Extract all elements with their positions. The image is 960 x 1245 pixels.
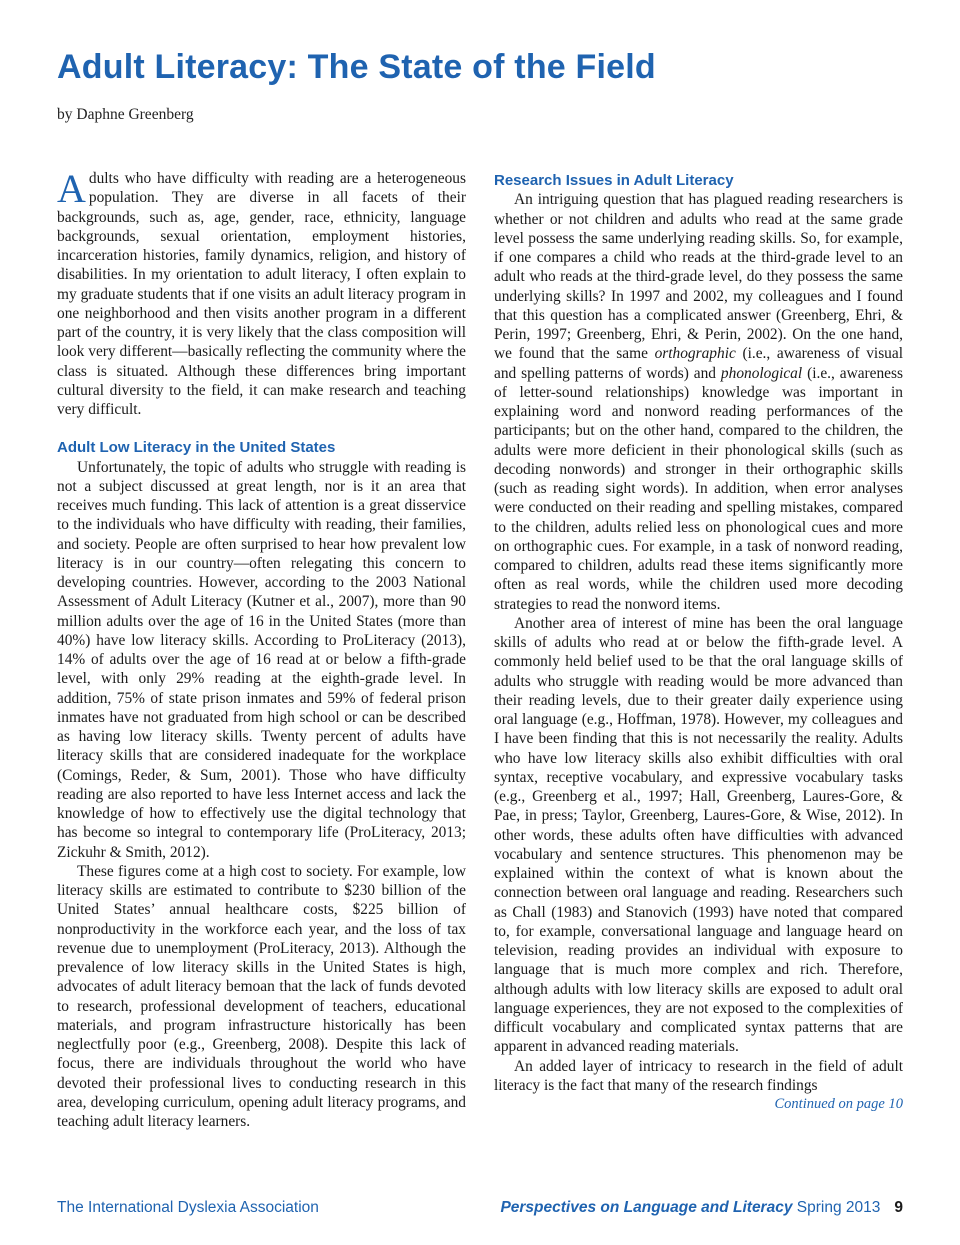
footer-organization: The International Dyslexia Association <box>57 1199 319 1216</box>
intro-paragraph <box>57 166 466 419</box>
section-heading-research-issues: Research Issues in Adult Literacy <box>494 172 734 189</box>
emphasis-phonological: phonological <box>720 364 803 382</box>
byline: by Daphne Greenberg <box>57 106 194 123</box>
paragraph-cost-to-society: These figures come at a high cost to society. For example, low literacy skills are estimated to contribute to $230 billion of the United States’ annual healthcare costs, $225 billion of nonproductivity in the workforce each year, and the loss of tax revenue due to unemployment (ProLiteracy, 2013). Although the prevalence of low literacy skills in the United States is high, advocates of adult literacy bemoan that the lack of funds devoted to research, professional development of teachers, educational materials, and program infrastructure historically has been neglectfully poor (e.g., Greenberg, 2008). Despite this lack of focus, there are individuals throughout the world who have devoted their professional lives to conducting research in this area, developing curriculum, opening adult literacy programs, and teaching adult literacy learners. <box>57 862 466 1130</box>
emphasis-orthographic: orthographic <box>654 345 736 363</box>
left-column <box>57 166 466 1131</box>
right-column <box>494 169 903 1114</box>
text-run: An intriguing question that has plagued reading researchers is whether or not children and adults who read at the same grade level possess the same underlying reading skills. So, for example, if one compares a child who reads at the third-grade level to an adult who reads at the third-grade level, do they possess the same underlying skills? In 1997 and 2002, my colleagues and I found that this question has a complicated answer (Greenberg, Ehri, & Perin, 1997; Greenberg, Ehri, & Perin, 2002). On the one hand, we found that the same <box>494 191 903 363</box>
footer-journal: Perspectives on Language and Literacy <box>500 1199 793 1216</box>
continued-link[interactable]: Continued on page 10 <box>774 1096 903 1112</box>
footer-publication <box>500 1199 903 1217</box>
paragraph-intricacy: An added layer of intricacy to research in the field of adult literacy is the fact that many of the research findings <box>494 1057 903 1094</box>
text-run: (i.e., awareness of letter-sound relationships) knowledge was important in explaining word and nonword reading performances of the participants; but on the other hand, compared to the children, the adults were more deficient in their phonological skills (such as decoding nonwords) and stronger in their orthographic skills (such as reading sight words). In addition, when error analyses were conducted on their reading and spelling mistakes, compared to the children, adults relied less on phonological cues and more on orthographic cues. For example, in a task of nonword reading, compared to children, adults read these items significantly more often as real words, while the children used more decoding strategies to read the nonword items. <box>494 364 903 613</box>
intro-paragraph-text: dults who have difficulty with reading are a heterogeneous population. They are diverse in all facets of their backgrounds, such as, age, gender, race, ethnicity, language backgrounds, sexual orientation, employment histories, incarceration histories, family dynamics, religion, and history of disabilities. In my orientation to adult literacy, I often explain to my graduate students that if one visits an adult literacy program in one neighborhood and then visits another program in a different part of the country, it is very likely that the class composition will look very different—basically reflecting the community where the class is situated. Although these differences bring important cultural diversity to the field, it can make research and teaching very difficult. <box>57 170 466 418</box>
drop-cap: A <box>57 166 86 211</box>
page-number: 9 <box>894 1199 903 1216</box>
paragraph-underlying-skills <box>494 190 903 614</box>
article-title: Adult Literacy: The State of the Field <box>57 48 656 86</box>
section-heading-adult-low-literacy: Adult Low Literacy in the United States <box>57 439 336 457</box>
footer-issue: Spring 2013 <box>796 1199 881 1216</box>
text-run: (i.e., awareness of visual and spelling patterns of words) and <box>494 345 903 382</box>
paragraph-oral-language: Another area of interest of mine has been the oral language skills of adults who read at or below the fifth-grade level. A commonly held belief used to be that the oral language skills of adults who struggle with reading would be more advanced than their reading levels, due to their greater daily experience using oral language (e.g., Hoffman, 1978). However, my colleagues and I have been finding that this is not necessarily the reality. Adults who have low literacy skills also exhibit difficulties with oral syntax, receptive vocabulary, and expressive vocabulary tasks (e.g., Greenberg et al., 1997; Hall, Greenberg, Laures-Gore, & Pae, in press; Taylor, Greenberg, Laures-Gore, & Wise, 2012). In other words, these adults often have difficulties with advanced vocabulary and sentence structures. This phenomenon may be explained within the context of what is known about the connection between oral language and reading. Researchers such as Chall (1983) and Stanovich (1993) have noted that compared to, for example, conversational language and language heard on television, reading provides an individual with exposure to language that is much more complex and rich. Therefore, although adults with low literacy skills are exposed to adult oral language experiences, they are not exposed to the complexities of difficult vocabulary and complicated syntax patterns that are apparent in advanced reading materials. <box>494 614 903 1056</box>
paragraph-low-literacy-prevalence: Unfortunately, the topic of adults who struggle with reading is not a subject discussed at great length, nor is it an area that receives much funding. This lack of attention is a great disservice to the individuals who have difficulty with reading, their families, and society. People are often surprised to hear how prevalent low literacy is in our country—often relegating this concern to developing countries. However, according to the 2003 National Assessment of Adult Literacy (Kutner et al., 2007), more than 90 million adults over the age of 16 in the United States (more than 40%) have low literacy skills. According to ProLiteracy (2013), 14% of adults over the age of 16 read at or below a fifth-grade level, with only 29% reading at the eighth-grade level. In addition, 75% of state prison inmates and 59% of federal prison inmates have not graduated from high school or can be described as having low literacy skills. Twenty percent of adults have literacy skills that are considered inadequate for the workplace (Comings, Reder, & Sum, 2001). Those who have difficulty reading are also reported to have less Internet access and lack the knowledge of how to effectively use the digital technology that has become so integral to contemporary life (ProLiteracy, 2013; Zickuhr & Smith, 2012). <box>57 458 466 861</box>
